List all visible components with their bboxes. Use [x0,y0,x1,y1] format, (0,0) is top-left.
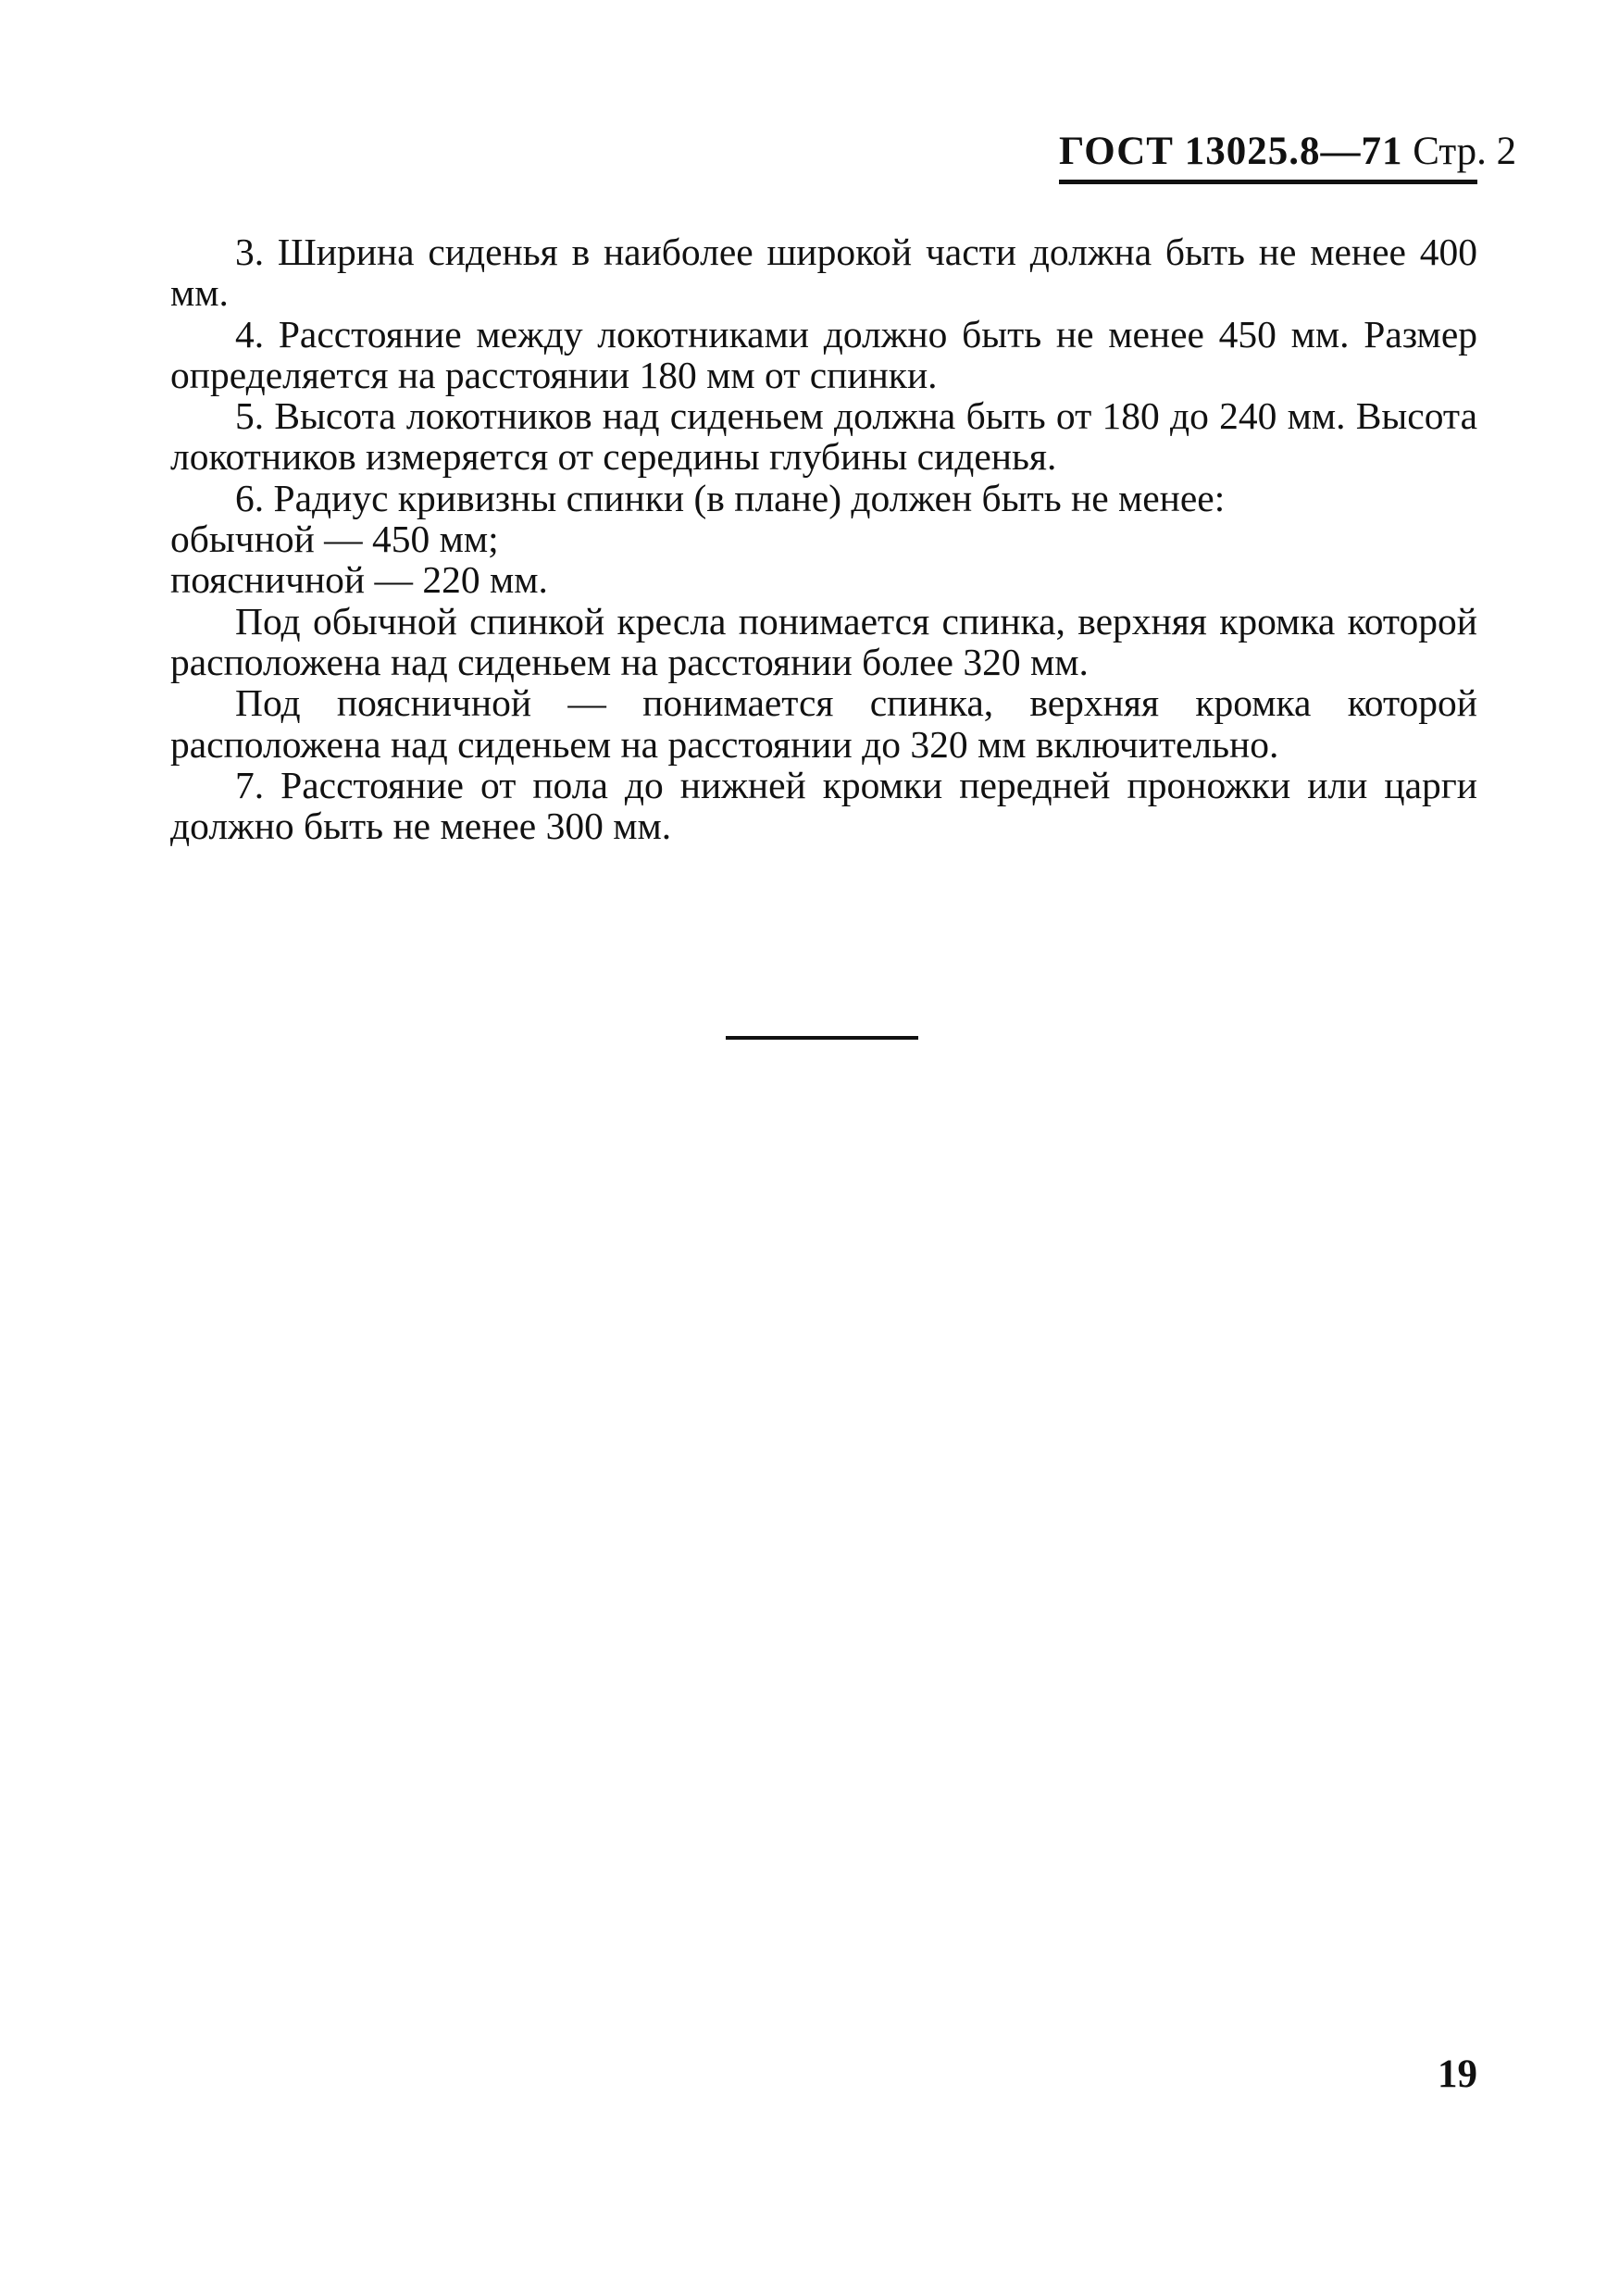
running-header [1059,128,1517,184]
clause-6-lumbar-back: поясничной — 220 мм. [170,558,548,602]
lumbar-back-definition: Под поясничной — понимается спинка, верхняя кромка которой расположена над сиденьем на расстоянии до 320 мм включительно. [170,681,1477,766]
clause-7: 7. Расстояние от пола до нижней кромки передней проножки или царги должно быть не менее 300 мм. [170,763,1477,848]
clause-3: 3. Ширина сиденья в наиболее широкой части должна быть не менее 400 мм. [170,231,1477,315]
end-rule [726,1036,918,1040]
body-text [170,231,1477,846]
clause-6: 6. Радиус кривизны спинки (в плане) должен быть не менее: [235,476,1226,519]
page-number: 19 [1438,2053,1477,2096]
clause-6-ordinary-back: обычной — 450 мм; [170,518,499,561]
clause-4: 4. Расстояние между локотниками должно быть не менее 450 мм. Размер определяется на расстоянии 180 мм от спинки. [170,312,1477,396]
ordinary-back-definition: Под обычной спинкой кресла понимается спинка, верхняя кромка которой расположена над сиденьем на расстоянии более 320 мм. [170,599,1477,683]
clause-5: 5. Высота локотников над сиденьем должна быть от 180 до 240 мм. Высота локотников измеряется от середины глубины сиденья. [170,394,1477,479]
standard-number: ГОСТ 13025.8—71 [1059,130,1403,173]
header-page-label: Стр. 2 [1413,130,1517,173]
